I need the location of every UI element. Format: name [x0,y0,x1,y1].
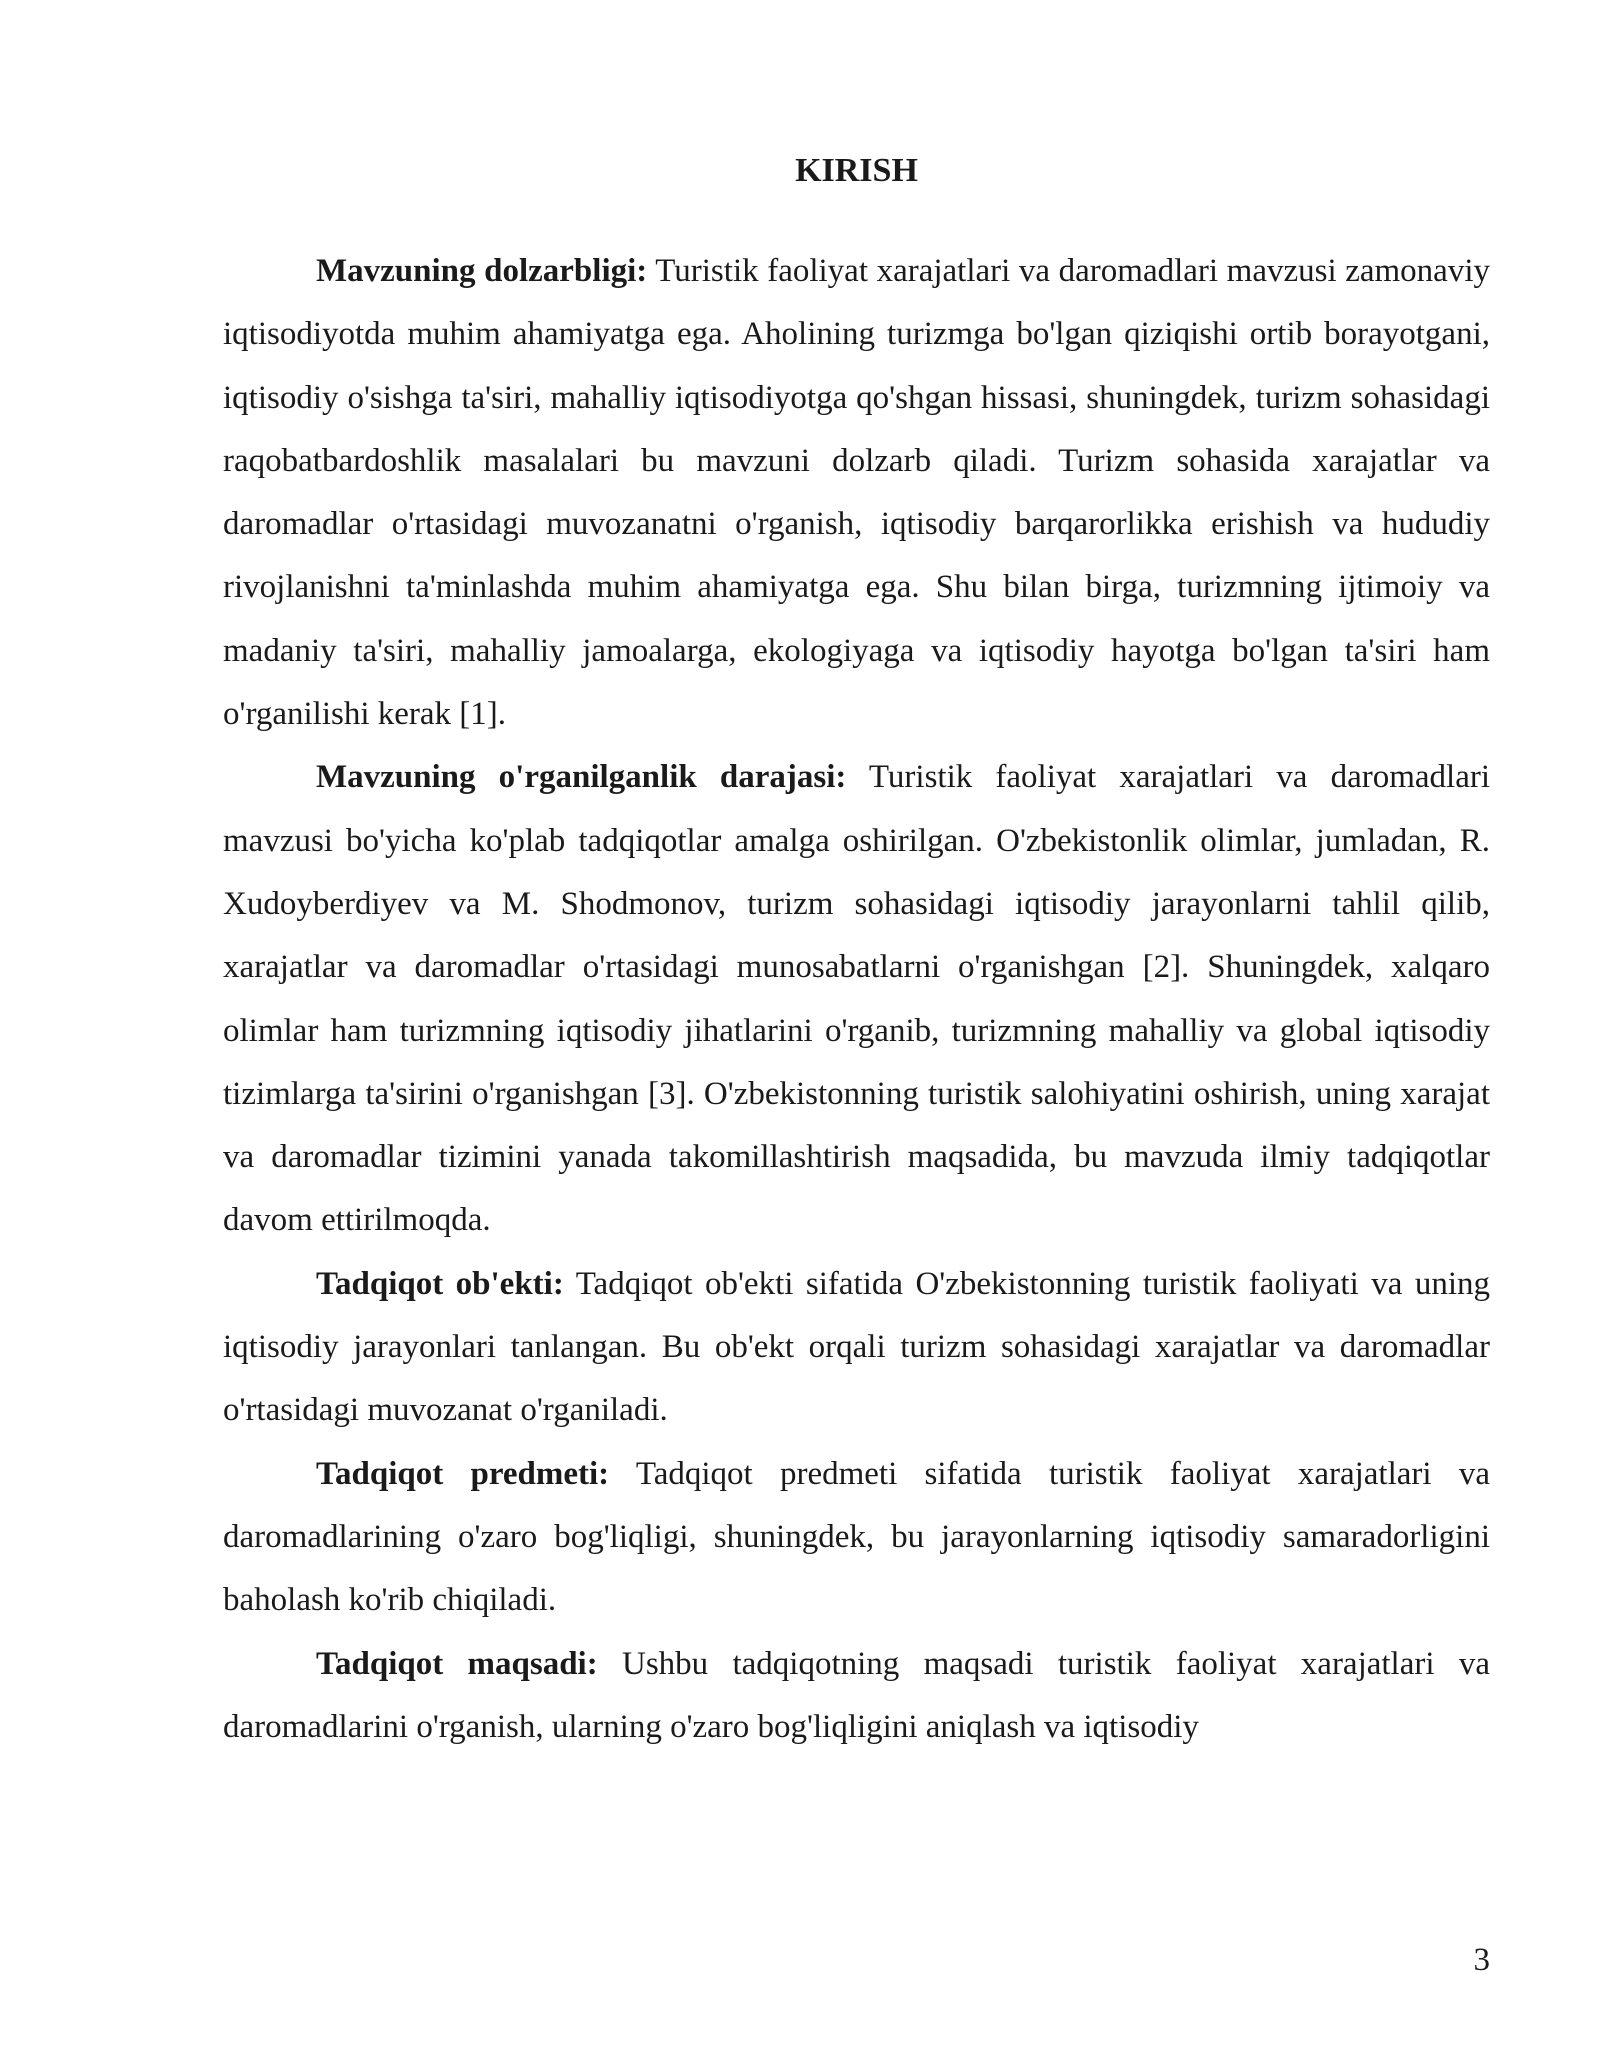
paragraph-text: Ushbu tadqiqotning maqsadi turistik faoliyat xarajatlari va daromadlarini o'rganish, ularning o'zaro bog'liqligini aniqlash va iqtisodiy [223,1645,1490,1745]
paragraph-research-subject [223,1443,1490,1633]
paragraph-text: Tadqiqot predmeti sifatida turistik faoliyat xarajatlari va daromadlarining o'zaro bog'liqligi, shuningdek, bu jarayonlarning iqtisodiy samaradorligini baholash ko'rib chiqiladi. [223,1455,1490,1619]
paragraph-lead: Tadqiqot predmeti: [316,1455,610,1492]
paragraph-relevance [223,240,1490,746]
paragraph-lead: Tadqiqot ob'ekti: [316,1265,564,1302]
paragraph-study-level [223,746,1490,1252]
paragraph-research-object [223,1253,1490,1443]
section-heading: KIRISH [795,152,918,189]
paragraph-text: Turistik faoliyat xarajatlari va daromadlari mavzusi bo'yicha ko'plab tadqiqotlar amalga oshirilgan. O'zbekistonlik olimlar, jumladan, R. Xudoyberdiyev va M. Shodmonov, turizm sohasidagi iqtisodiy jarayonlarni tahlil qilib, xarajatlar va daromadlar o'rtasidagi munosabatlarni o'rganishgan [2]. Shuningdek, xalqaro olimlar ham turizmning iqtisodiy jihatlarini o'rganib, turizmning mahalliy va global iqtisodiy tizimlarga ta'sirini o'rganishgan [3]. O'zbekistonning turistik salohiyatini oshirish, uning xarajat va daromadlar tizimini yanada takomillashtirish maqsadida, bu mavzuda ilmiy tadqiqotlar davom ettirilmoqda. [223,759,1490,1239]
paragraph-lead: Tadqiqot maqsadi: [316,1645,598,1682]
paragraph-lead: Mavzuning dolzarbligi: [316,253,648,289]
paragraph-text: Turistik faoliyat xarajatlari va daromadlari mavzusi zamonaviy iqtisodiyotda muhim ahamiyatga ega. Aholining turizmga bo'lgan qiziqishi ortib borayotgani, iqtisodiy o'sishga ta'siri, mahalliy iqtisodiyotga qo'shgan hissasi, shuningdek, turizm sohasidagi raqobatbardoshlik masalalari bu mavzuni dolzarb qiladi. Turizm sohasida xarajatlar va daromadlar o'rtasidagi muvozanatni o'rganish, iqtisodiy barqarorlikka erishish va hududiy rivojlanishni ta'minlashda muhim ahamiyatga ega. Shu bilan birga, turizmning ijtimoiy va madaniy ta'siri, mahalliy jamoalarga, ekologiyaga va iqtisodiy hayotga bo'lgan ta'siri ham o'rganilishi kerak [1]. [223,253,1490,733]
paragraph-text: Tadqiqot ob'ekti sifatida O'zbekistonning turistik faoliyati va uning iqtisodiy jarayonlari tanlangan. Bu ob'ekt orqali turizm sohasidagi xarajatlar va daromadlar o'rtasidagi muvozanat o'rganiladi. [223,1265,1490,1429]
paragraph-research-goal [223,1633,1490,1760]
page-content [223,148,1490,1759]
page-number: 3 [1473,1942,1490,1978]
paragraph-lead: Mavzuning o'rganilganlik darajasi: [316,759,847,796]
